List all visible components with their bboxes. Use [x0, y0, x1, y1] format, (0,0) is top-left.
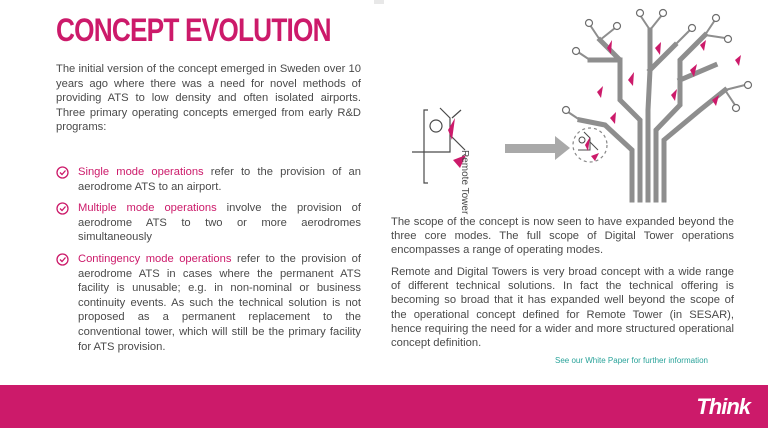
bullet-icon — [56, 166, 69, 179]
concept-tree-diagram — [395, 0, 768, 210]
footer-bar — [0, 385, 768, 428]
bullet-text: refer to the provision of aerodrome ATS in cases where the permanent ATS facility is unusable; e.g. in non-nominal or business continuity events. As such the technical solution is not proposed as a permanent replacement to the conventional tower, which will still be the primary facility for ATS provision. — [78, 252, 362, 353]
list-item — [56, 201, 361, 245]
bullet-text: involve the provision of aerodrome ATS to two or more aerodromes simultaneously — [78, 202, 362, 244]
leaf-icon — [448, 118, 455, 140]
bullet-text: refer to the provision of an aerodrome ATS to an airport. — [78, 166, 361, 193]
operating-modes-list — [56, 165, 361, 361]
think-logo: Think — [696, 394, 750, 419]
arrow-icon — [505, 136, 570, 160]
bullet-icon — [56, 253, 69, 266]
remote-tower-branch-icon — [412, 108, 465, 152]
bracket — [424, 110, 428, 183]
white-paper-link[interactable]: See our White Paper for further information — [555, 356, 708, 365]
scope-paragraph: The scope of the concept is now seen to have expanded beyond the three core modes. The full scope of Digital Tower operations encompasses a range of operating modes. — [391, 216, 734, 257]
page-title: CONCEPT EVOLUTION — [56, 12, 331, 48]
technical-paragraph: Remote and Digital Towers is very broad concept with a wide range of different technical solutions. In fact the technical offering is becoming so broad that it has expanded well beyond the scope of the operational concept defined for Remote Tower (in SESAR), hence requiring the need for a wider and more structured operational concept definition. — [391, 266, 734, 350]
bullet-highlight: Contingency mode operations — [78, 252, 232, 265]
top-decoration — [374, 0, 384, 4]
bullet-highlight: Single mode operations — [78, 166, 204, 178]
remote-tower-label: Remote Tower — [459, 150, 470, 215]
list-item — [56, 165, 361, 194]
bullet-highlight: Multiple mode operations — [78, 202, 217, 215]
list-item — [56, 252, 361, 354]
intro-paragraph: The initial version of the concept emerged in Sweden over 10 years ago where there was a need for novel methods of providing ATS to low density and often isolated airports. Three primary operating concepts emerged from early R&D programs: — [56, 63, 361, 134]
bullet-icon — [56, 202, 69, 215]
tree-icon — [580, 30, 725, 200]
